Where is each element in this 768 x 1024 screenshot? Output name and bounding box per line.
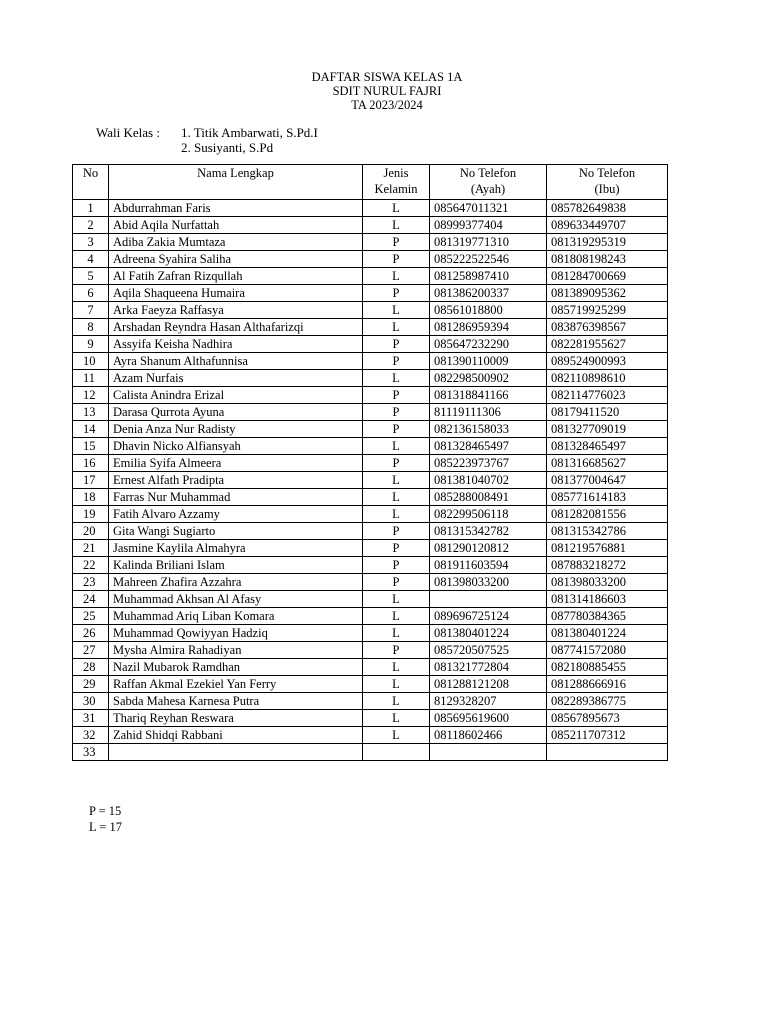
cell-phone-mother: 081284700669 (547, 268, 668, 285)
cell-name: Aqila Shaqueena Humaira (109, 285, 363, 302)
cell-name: Farras Nur Muhammad (109, 489, 363, 506)
table-row (73, 370, 668, 387)
cell-phone-mother: 082281955627 (547, 336, 668, 353)
cell-no: 16 (73, 455, 109, 472)
cell-name: Mahreen Zhafira Azzahra (109, 574, 363, 591)
cell-phone-mother: 087883218272 (547, 557, 668, 574)
document-title: DAFTAR SISWA KELAS 1A (311, 70, 463, 84)
cell-no: 13 (73, 404, 109, 421)
cell-gender: P (363, 251, 430, 268)
cell-name: Mysha Almira Rahadiyan (109, 642, 363, 659)
cell-name: Muhammad Akhsan Al Afasy (109, 591, 363, 608)
table-row (73, 234, 668, 251)
table-row (73, 608, 668, 625)
cell-name: Abdurrahman Faris (109, 200, 363, 217)
cell-name: Fatih Alvaro Azzamy (109, 506, 363, 523)
cell-gender: L (363, 438, 430, 455)
wali-kelas-teacher-1: 1. Titik Ambarwati, S.Pd.I (181, 125, 318, 140)
cell-gender: L (363, 506, 430, 523)
cell-no: 10 (73, 353, 109, 370)
cell-name: Nazil Mubarok Ramdhan (109, 659, 363, 676)
cell-gender: L (363, 676, 430, 693)
header-no: No (73, 165, 109, 200)
cell-phone-mother: 081316685627 (547, 455, 668, 472)
table-row (73, 676, 668, 693)
cell-phone-mother: 081282081556 (547, 506, 668, 523)
cell-gender: L (363, 217, 430, 234)
cell-no: 6 (73, 285, 109, 302)
cell-phone-father: 082299506118 (430, 506, 547, 523)
cell-name: Arka Faeyza Raffasya (109, 302, 363, 319)
cell-phone-father: 081288121208 (430, 676, 547, 693)
cell-phone-mother: 081398033200 (547, 574, 668, 591)
table-row (73, 336, 668, 353)
cell-no: 20 (73, 523, 109, 540)
cell-phone-mother: 089524900993 (547, 353, 668, 370)
cell-name: Adreena Syahira Saliha (109, 251, 363, 268)
cell-no: 4 (73, 251, 109, 268)
table-row (73, 489, 668, 506)
cell-phone-mother: 081315342786 (547, 523, 668, 540)
table-row (73, 387, 668, 404)
cell-no: 9 (73, 336, 109, 353)
cell-phone-mother: 081288666916 (547, 676, 668, 693)
table-row (73, 455, 668, 472)
table-row (73, 438, 668, 455)
table-row (73, 506, 668, 523)
cell-no: 23 (73, 574, 109, 591)
cell-phone-mother: 085719925299 (547, 302, 668, 319)
header-phone-father: No Telefon (Ayah) (430, 165, 547, 200)
cell-gender: L (363, 319, 430, 336)
cell-no: 7 (73, 302, 109, 319)
cell-gender: L (363, 472, 430, 489)
cell-name: Kalinda Briliani Islam (109, 557, 363, 574)
cell-no: 27 (73, 642, 109, 659)
cell-no: 28 (73, 659, 109, 676)
cell-phone-mother: 081328465497 (547, 438, 668, 455)
cell-phone-father: 081319771310 (430, 234, 547, 251)
cell-phone-father: 089696725124 (430, 608, 547, 625)
cell-phone-mother: 085782649838 (547, 200, 668, 217)
table-row (73, 472, 668, 489)
cell-phone-father: 085223973767 (430, 455, 547, 472)
cell-phone-mother: 081319295319 (547, 234, 668, 251)
table-row (73, 200, 668, 217)
cell-phone-mother: 081380401224 (547, 625, 668, 642)
cell-phone-father: 081911603594 (430, 557, 547, 574)
cell-name: Thariq Reyhan Reswara (109, 710, 363, 727)
cell-phone-father: 81119111306 (430, 404, 547, 421)
cell-name: Adiba Zakia Mumtaza (109, 234, 363, 251)
cell-gender (363, 744, 430, 761)
cell-gender: P (363, 574, 430, 591)
cell-no: 33 (73, 744, 109, 761)
cell-phone-mother: 081808198243 (547, 251, 668, 268)
cell-no: 11 (73, 370, 109, 387)
table-row (73, 693, 668, 710)
cell-gender: L (363, 302, 430, 319)
cell-phone-father: 08118602466 (430, 727, 547, 744)
cell-phone-mother: 089633449707 (547, 217, 668, 234)
cell-no: 32 (73, 727, 109, 744)
cell-name: Ernest Alfath Pradipta (109, 472, 363, 489)
cell-phone-mother (547, 744, 668, 761)
cell-no: 26 (73, 625, 109, 642)
header-phone-mother: No Telefon (Ibu) (547, 165, 668, 200)
cell-gender: P (363, 353, 430, 370)
cell-no: 8 (73, 319, 109, 336)
cell-name: Al Fatih Zafran Rizqullah (109, 268, 363, 285)
table-row (73, 404, 668, 421)
cell-phone-father: 085647011321 (430, 200, 547, 217)
cell-gender: L (363, 200, 430, 217)
cell-gender: P (363, 557, 430, 574)
cell-gender: P (363, 404, 430, 421)
cell-phone-father (430, 744, 547, 761)
header-name: Nama Lengkap (109, 165, 363, 200)
cell-phone-father: 081318841166 (430, 387, 547, 404)
cell-phone-father: 082136158033 (430, 421, 547, 438)
cell-phone-mother: 08179411520 (547, 404, 668, 421)
cell-phone-mother: 085771614183 (547, 489, 668, 506)
cell-no: 25 (73, 608, 109, 625)
cell-name: Ayra Shanum Althafunnisa (109, 353, 363, 370)
table-row (73, 302, 668, 319)
cell-no: 2 (73, 217, 109, 234)
cell-phone-father: 085695619600 (430, 710, 547, 727)
cell-phone-mother: 085211707312 (547, 727, 668, 744)
cell-gender: L (363, 693, 430, 710)
cell-phone-father: 081398033200 (430, 574, 547, 591)
table-row (73, 591, 668, 608)
table-row (73, 710, 668, 727)
cell-gender: L (363, 591, 430, 608)
cell-phone-mother: 087780384365 (547, 608, 668, 625)
cell-phone-father (430, 591, 547, 608)
cell-no: 14 (73, 421, 109, 438)
cell-phone-father: 081390110009 (430, 353, 547, 370)
cell-phone-father: 08999377404 (430, 217, 547, 234)
wali-kelas-teacher-2: 2. Susiyanti, S.Pd (181, 140, 274, 155)
cell-gender: L (363, 268, 430, 285)
table-body (73, 200, 668, 761)
cell-no: 31 (73, 710, 109, 727)
summary-female-count: P = 15 (89, 804, 122, 818)
cell-phone-father: 08561018800 (430, 302, 547, 319)
cell-phone-mother: 082110898610 (547, 370, 668, 387)
table-row (73, 642, 668, 659)
cell-no: 29 (73, 676, 109, 693)
cell-gender: P (363, 421, 430, 438)
cell-phone-father: 081258987410 (430, 268, 547, 285)
wali-kelas-label: Wali Kelas : (96, 125, 160, 140)
cell-phone-father: 081286959394 (430, 319, 547, 336)
cell-phone-father: 085720507525 (430, 642, 547, 659)
cell-phone-mother: 082114776023 (547, 387, 668, 404)
cell-gender: P (363, 285, 430, 302)
cell-name: Azam Nurfais (109, 370, 363, 387)
cell-phone-father: 081321772804 (430, 659, 547, 676)
cell-name: Dhavin Nicko Alfiansyah (109, 438, 363, 455)
cell-gender: L (363, 489, 430, 506)
cell-name: Muhammad Qowiyyan Hadziq (109, 625, 363, 642)
cell-no: 22 (73, 557, 109, 574)
cell-no: 1 (73, 200, 109, 217)
cell-gender: P (363, 540, 430, 557)
table-row (73, 557, 668, 574)
cell-name: Muhammad Ariq Liban Komara (109, 608, 363, 625)
cell-name: Sabda Mahesa Karnesa Putra (109, 693, 363, 710)
table-row (73, 251, 668, 268)
cell-no: 15 (73, 438, 109, 455)
cell-gender: L (363, 659, 430, 676)
table-row (73, 285, 668, 302)
cell-phone-father: 081328465497 (430, 438, 547, 455)
table-header-row (73, 165, 668, 200)
cell-phone-mother: 082180885455 (547, 659, 668, 676)
cell-gender: P (363, 387, 430, 404)
cell-no: 17 (73, 472, 109, 489)
cell-gender: P (363, 642, 430, 659)
cell-name: Denia Anza Nur Radisty (109, 421, 363, 438)
cell-phone-father: 081381040702 (430, 472, 547, 489)
cell-gender: P (363, 336, 430, 353)
cell-name: Raffan Akmal Ezekiel Yan Ferry (109, 676, 363, 693)
cell-gender: P (363, 455, 430, 472)
cell-phone-mother: 083876398567 (547, 319, 668, 336)
cell-name: Assyifa Keisha Nadhira (109, 336, 363, 353)
cell-name: Abid Aqila Nurfattah (109, 217, 363, 234)
cell-name: Jasmine Kaylila Almahyra (109, 540, 363, 557)
cell-phone-father: 081315342782 (430, 523, 547, 540)
cell-phone-father: 085222522546 (430, 251, 547, 268)
header-gender: Jenis Kelamin (363, 165, 430, 200)
table-row (73, 540, 668, 557)
cell-name (109, 744, 363, 761)
cell-phone-father: 8129328207 (430, 693, 547, 710)
cell-phone-father: 081290120812 (430, 540, 547, 557)
cell-phone-mother: 081389095362 (547, 285, 668, 302)
table-row (73, 217, 668, 234)
cell-phone-father: 082298500902 (430, 370, 547, 387)
cell-gender: L (363, 370, 430, 387)
table-row (73, 727, 668, 744)
cell-phone-mother: 081327709019 (547, 421, 668, 438)
cell-gender: L (363, 727, 430, 744)
cell-phone-father: 085288008491 (430, 489, 547, 506)
cell-gender: L (363, 625, 430, 642)
cell-gender: P (363, 234, 430, 251)
cell-phone-mother: 08567895673 (547, 710, 668, 727)
cell-no: 3 (73, 234, 109, 251)
cell-no: 21 (73, 540, 109, 557)
cell-name: Darasa Qurrota Ayuna (109, 404, 363, 421)
cell-phone-father: 085647232290 (430, 336, 547, 353)
cell-phone-mother: 087741572080 (547, 642, 668, 659)
cell-name: Emilia Syifa Almeera (109, 455, 363, 472)
table-row (73, 421, 668, 438)
cell-phone-mother: 081377004647 (547, 472, 668, 489)
table-row (73, 353, 668, 370)
cell-no: 12 (73, 387, 109, 404)
table-row (73, 659, 668, 676)
table-row (73, 574, 668, 591)
table-row (73, 319, 668, 336)
cell-name: Arshadan Reyndra Hasan Althafarizqi (109, 319, 363, 336)
cell-gender: L (363, 608, 430, 625)
table-row (73, 744, 668, 761)
cell-no: 30 (73, 693, 109, 710)
cell-gender: L (363, 710, 430, 727)
cell-no: 24 (73, 591, 109, 608)
school-name: SDIT NURUL FAJRI (332, 84, 442, 98)
cell-name: Zahid Shidqi Rabbani (109, 727, 363, 744)
cell-no: 19 (73, 506, 109, 523)
academic-year: TA 2023/2024 (351, 98, 423, 112)
table-row (73, 625, 668, 642)
cell-name: Gita Wangi Sugiarto (109, 523, 363, 540)
cell-phone-father: 081386200337 (430, 285, 547, 302)
table-row (73, 268, 668, 285)
cell-phone-mother: 081314186603 (547, 591, 668, 608)
cell-no: 18 (73, 489, 109, 506)
cell-gender: P (363, 523, 430, 540)
student-table (72, 164, 668, 761)
summary-male-count: L = 17 (89, 820, 122, 834)
cell-phone-mother: 082289386775 (547, 693, 668, 710)
table-row (73, 523, 668, 540)
cell-phone-father: 081380401224 (430, 625, 547, 642)
cell-phone-mother: 081219576881 (547, 540, 668, 557)
cell-name: Calista Anindra Erizal (109, 387, 363, 404)
cell-no: 5 (73, 268, 109, 285)
